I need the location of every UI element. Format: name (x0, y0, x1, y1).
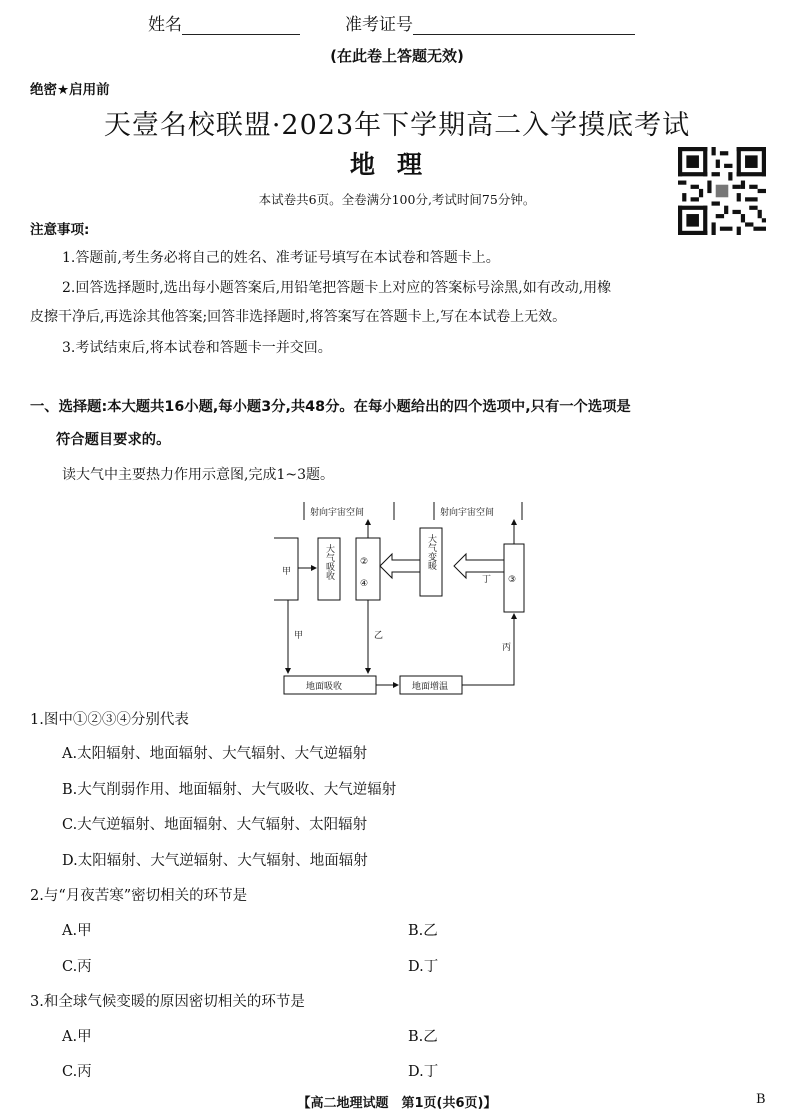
atmosphere-heat-diagram (270, 498, 530, 698)
subject-title: 地理 (349, 150, 444, 179)
exam-number-field (345, 10, 635, 35)
diagram-box-mid2: ④ (360, 579, 369, 589)
paper-version: B (756, 1092, 766, 1107)
option: B.大气削弱作用、地面辐射、大气吸收、大气逆辐射 (62, 782, 397, 798)
question-stem: 2.与“月夜苦寒”密切相关的环节是 (30, 888, 248, 904)
question-stem: 1.图中①②③④分别代表 (30, 712, 189, 728)
option: A.甲 (62, 1029, 92, 1045)
diagram-box-absorb: 大气吸收 (324, 544, 334, 580)
diagram-label-ding: 丁 (482, 575, 492, 585)
note-item: 2.回答选择题时,选出每小题答案后,用铅笔把答题卡上对应的答案标号涂黑,如有改动,用橡 (62, 280, 612, 296)
diagram-label-yi: 乙 (374, 631, 384, 641)
name-label: 姓名 (148, 15, 182, 35)
section-heading: 一、选择题:本大题共16小题,每小题3分,共48分。在每小题给出的四个选项中,只有一个选项是 (30, 399, 631, 415)
invalid-note: (在此卷上答题无效) (330, 47, 464, 65)
diagram-ground-absorb: 地面吸收 (306, 682, 343, 692)
exam-info: 本试卷共6页。全卷满分100分,考试时间75分钟。 (258, 192, 536, 207)
section-heading-cont: 符合题目要求的。 (56, 432, 171, 448)
diagram-label-jia: 甲 (294, 631, 304, 641)
name-field (148, 10, 300, 35)
question-intro: 读大气中主要热力作用示意图,完成1~3题。 (62, 467, 334, 483)
option: D.丁 (408, 959, 439, 975)
note-item: 皮擦干净后,再选涂其他答案;回答非选择题时,将答案写在答题卡上,写在本试卷上无效。 (30, 309, 567, 325)
exam-number-label: 准考证号 (345, 15, 413, 35)
option: C.丙 (62, 1064, 92, 1080)
diagram-ground-warm: 地面增温 (412, 682, 449, 692)
option: A.太阳辐射、地面辐射、大气辐射、大气逆辐射 (62, 746, 368, 762)
name-underline (182, 16, 300, 35)
diagram-box-right: ③ (508, 575, 517, 585)
page-footer: 【高二地理试题 第1页(共6页)】 (297, 1096, 497, 1111)
option: B.乙 (408, 923, 438, 939)
qr-code-icon (678, 147, 766, 235)
diagram-box-left: 甲 (282, 567, 292, 577)
note-item: 3.考试结束后,将本试卷和答题卡一并交回。 (62, 340, 332, 356)
option: B.乙 (408, 1029, 438, 1045)
confidential-mark: 绝密★启用前 (30, 82, 110, 98)
diagram-box-atm: 大气变暖 (426, 534, 436, 570)
diagram-box-mid: ② (360, 557, 369, 567)
diagram-label-space-right: 射向宇宙空间 (440, 508, 495, 518)
option: D.丁 (408, 1064, 439, 1080)
diagram-label-bing: 丙 (502, 643, 512, 653)
exam-number-underline (413, 16, 635, 35)
option: D.太阳辐射、大气逆辐射、大气辐射、地面辐射 (62, 853, 368, 869)
option: A.甲 (62, 923, 92, 939)
note-item: 1.答题前,考生务必将自己的姓名、准考证号填写在本试卷和答题卡上。 (62, 250, 500, 266)
option: C.大气逆辐射、地面辐射、大气辐射、太阳辐射 (62, 817, 368, 833)
diagram-label-space-left: 射向宇宙空间 (310, 508, 365, 518)
exam-title: 天壹名校联盟·2023年下学期高二入学摸底考试 (103, 110, 691, 141)
option: C.丙 (62, 959, 92, 975)
notes-heading: 注意事项: (30, 222, 90, 238)
question-stem: 3.和全球气候变暖的原因密切相关的环节是 (30, 994, 305, 1010)
